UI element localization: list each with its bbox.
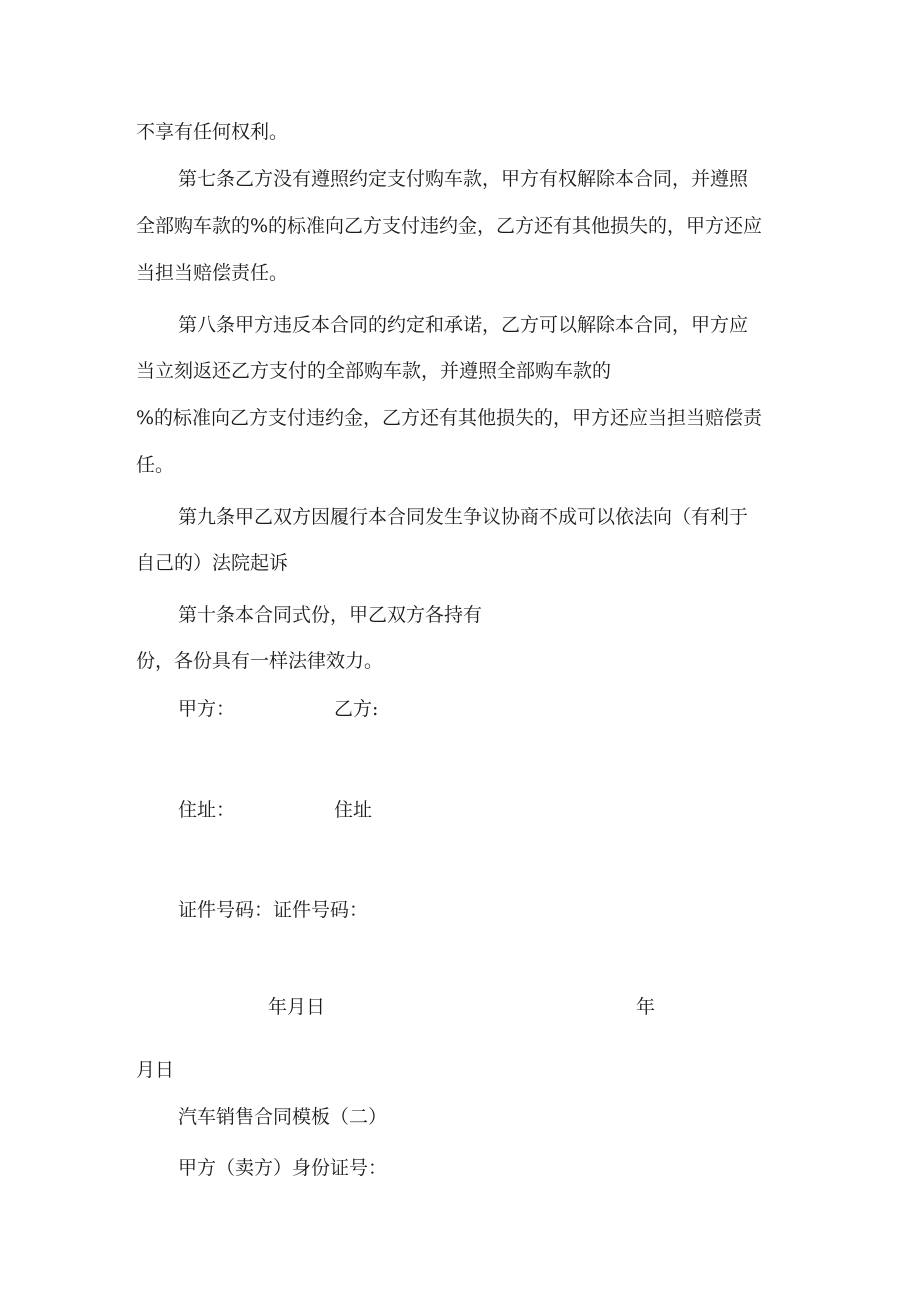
paragraph-line: 不享有任何权利。 <box>136 121 289 143</box>
date-party-a: 年月日 <box>268 996 326 1018</box>
paragraph-line: %的标准向乙方支付违约金，乙方还有其他损失的，甲方还应当担当赔偿责 <box>136 407 763 429</box>
template-title: 汽车销售合同模板（二） <box>178 1106 388 1128</box>
paragraph-line: 自己的）法院起诉 <box>136 552 289 574</box>
party-b-label: 乙方: <box>334 698 379 720</box>
paragraph-line: 任。 <box>136 454 175 476</box>
party-a-label: 甲方： <box>178 698 236 720</box>
address-b-label: 住址 <box>334 799 373 821</box>
paragraph-line: 全部购车款的%的标准向乙方支付违约金，乙方还有其他损失的，甲方还应 <box>136 215 763 237</box>
paragraph-line: 当担当赔偿责任。 <box>136 262 289 284</box>
paragraph-line: 第八条甲方违反本合同的约定和承诺，乙方可以解除本合同，甲方应 <box>178 314 749 336</box>
seller-id-label: 甲方（卖方）身份证号： <box>178 1157 388 1179</box>
address-a-label: 住址： <box>178 799 236 821</box>
paragraph-line: 第十条本合同式份，甲乙双方各持有 <box>178 604 483 626</box>
paragraph-line: 份，各份具有一样法律效力。 <box>136 650 384 672</box>
date-party-b-year: 年 <box>636 996 656 1018</box>
paragraph-line: 第九条甲乙双方因履行本合同发生争议协商不成可以依法向（有利于 <box>178 506 749 528</box>
id-number-labels: 证件号码：证件号码： <box>178 899 369 921</box>
paragraph-line: 第七条乙方没有遵照约定支付购车款，甲方有权解除本合同，并遵照 <box>178 168 749 190</box>
paragraph-line: 当立刻返还乙方支付的全部购车款，并遵照全部购车款的 <box>136 360 612 382</box>
date-party-b-rest: 月日 <box>136 1059 175 1081</box>
